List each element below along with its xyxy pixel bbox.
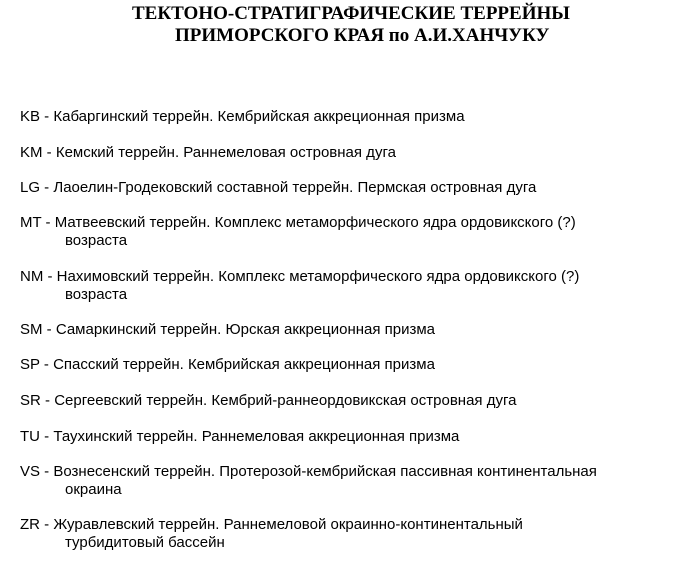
terrane-item-mt [20,214,700,250]
terrane-code: VS [20,463,41,480]
terrane-item-sp [20,356,700,374]
terrane-description: Спасский террейн. Кембрийская аккреционная призма [53,356,435,373]
terrane-code: SR [20,392,41,409]
terrane-description: Журавлевский террейн. Раннемеловой окраинно-континентальный [53,516,523,533]
terrane-code: NM [20,268,44,285]
terrane-item-zr [20,516,700,552]
terrane-code: TU [20,428,40,445]
separator: - [39,356,54,373]
title-line-1: ТЕКТОНО-СТРАТИГРАФИЧЕСКИЕ ТЕРРЕЙНЫ [132,3,570,24]
terrane-description-continued: турбидитовый бассейн [65,534,225,551]
separator: - [41,214,55,231]
terrane-description: Вознесенский террейн. Протерозой-кембрийская пассивная континентальная [53,463,597,480]
terrane-description: Нахимовский террейн. Комплекс метаморфического ядра ордовикского (?) [56,268,580,285]
separator: - [40,516,54,533]
terrane-code: KM [20,144,43,161]
terrane-item-sr [20,392,700,410]
terrane-description-continued: окраина [65,481,122,498]
separator: - [40,463,54,480]
separator: - [42,321,56,338]
terrane-code: LG [20,179,41,196]
separator: - [40,179,54,196]
terrane-description: Таухинский террейн. Раннемеловая аккреционная призма [53,428,460,445]
terrane-item-lg [20,179,700,197]
separator: - [40,108,54,125]
terrane-code: SM [20,321,43,338]
terrane-code: ZR [20,516,40,533]
terrane-item-nm [20,268,700,304]
terrane-code: SP [20,356,40,373]
terrane-description: Матвеевский террейн. Комплекс метаморфического ядра ордовикского (?) [54,214,576,231]
terrane-description: Сергеевский террейн. Кембрий-раннеордовикская островная дуга [54,392,517,409]
separator: - [40,428,54,445]
terrane-item-kb [20,108,700,126]
separator: - [43,268,57,285]
terrane-item-km [20,144,700,162]
terrane-description: Кемский террейн. Раннемеловая островная дуга [55,144,396,161]
separator: - [42,144,56,161]
terrane-item-tu [20,428,700,446]
terrane-description: Самаркинский террейн. Юрская аккреционная призма [55,321,436,338]
terrane-item-sm [20,321,700,339]
title-line-2: ПРИМОРСКОГО КРАЯ по А.И.ХАНЧУКУ [175,25,550,46]
terrane-code: MT [20,214,42,231]
separator: - [40,392,55,409]
terrane-item-vs [20,463,700,499]
terrane-description: Кабаргинский террейн. Кембрийская аккреционная призма [53,108,465,125]
terrane-description-continued: возраста [65,232,128,249]
terrane-description: Лаоелин-Гродековский составной террейн. Пермская островная дуга [53,179,537,196]
terrane-code: KB [20,108,41,125]
terrane-description-continued: возраста [65,286,128,303]
